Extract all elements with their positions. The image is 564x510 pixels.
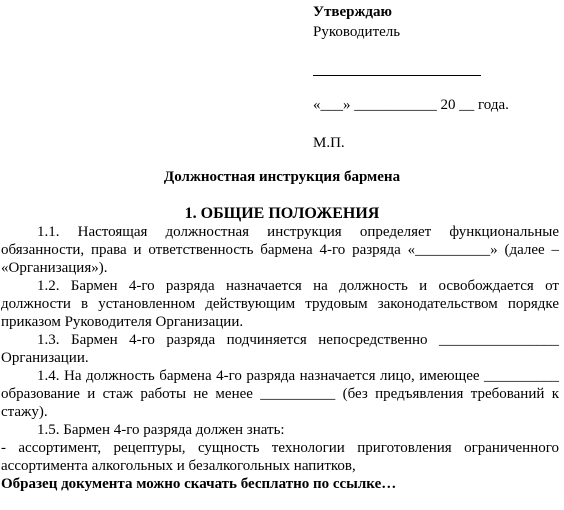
approval-role: Руководитель [313,24,401,40]
approval-title: Утверждаю [313,4,392,20]
paragraph-1-5: 1.5. Бармен 4-го разряда должен знать: [37,422,285,438]
document-title: Должностная инструкция бармена [163,169,401,185]
list-item-assortment: - ассортимент, рецептуры, сущность технологии приготовления ограниченного ассортимента алкогольных и безалкогольных напитков, [1,440,559,474]
document-body [1,223,559,493]
paragraph-1-2: 1.2. Бармен 4-го разряда назначается на должность и освобождается от должности в установленном действующим трудовым законодательством порядке приказом Руководителя Организации. [1,278,559,330]
paragraph-1-4: 1.4. На должность бармена 4-го разряда назначается лицо, имеющее __________ образование и стаж работы не менее __________ (без предъявления требований к стажу). [1,368,559,420]
paragraph-1-1: 1.1. Настоящая должностная инструкция определяет функциональные обязанности, права и ответственность бармена 4-го разряда «__________» (далее – «Организация»). [1,224,559,276]
section-heading: 1. ОБЩИЕ ПОЛОЖЕНИЯ [184,205,380,222]
download-link[interactable]: Образец документа можно скачать бесплатно по ссылке… [1,476,397,492]
stamp-label: М.П. [313,135,345,151]
approval-date-line: «___» ___________ 20 __ года. [313,97,509,113]
paragraph-1-3: 1.3. Бармен 4-го разряда подчиняется непосредственно ________________ Организации. [1,332,559,366]
approval-block [313,3,553,152]
signature-line [313,75,481,76]
